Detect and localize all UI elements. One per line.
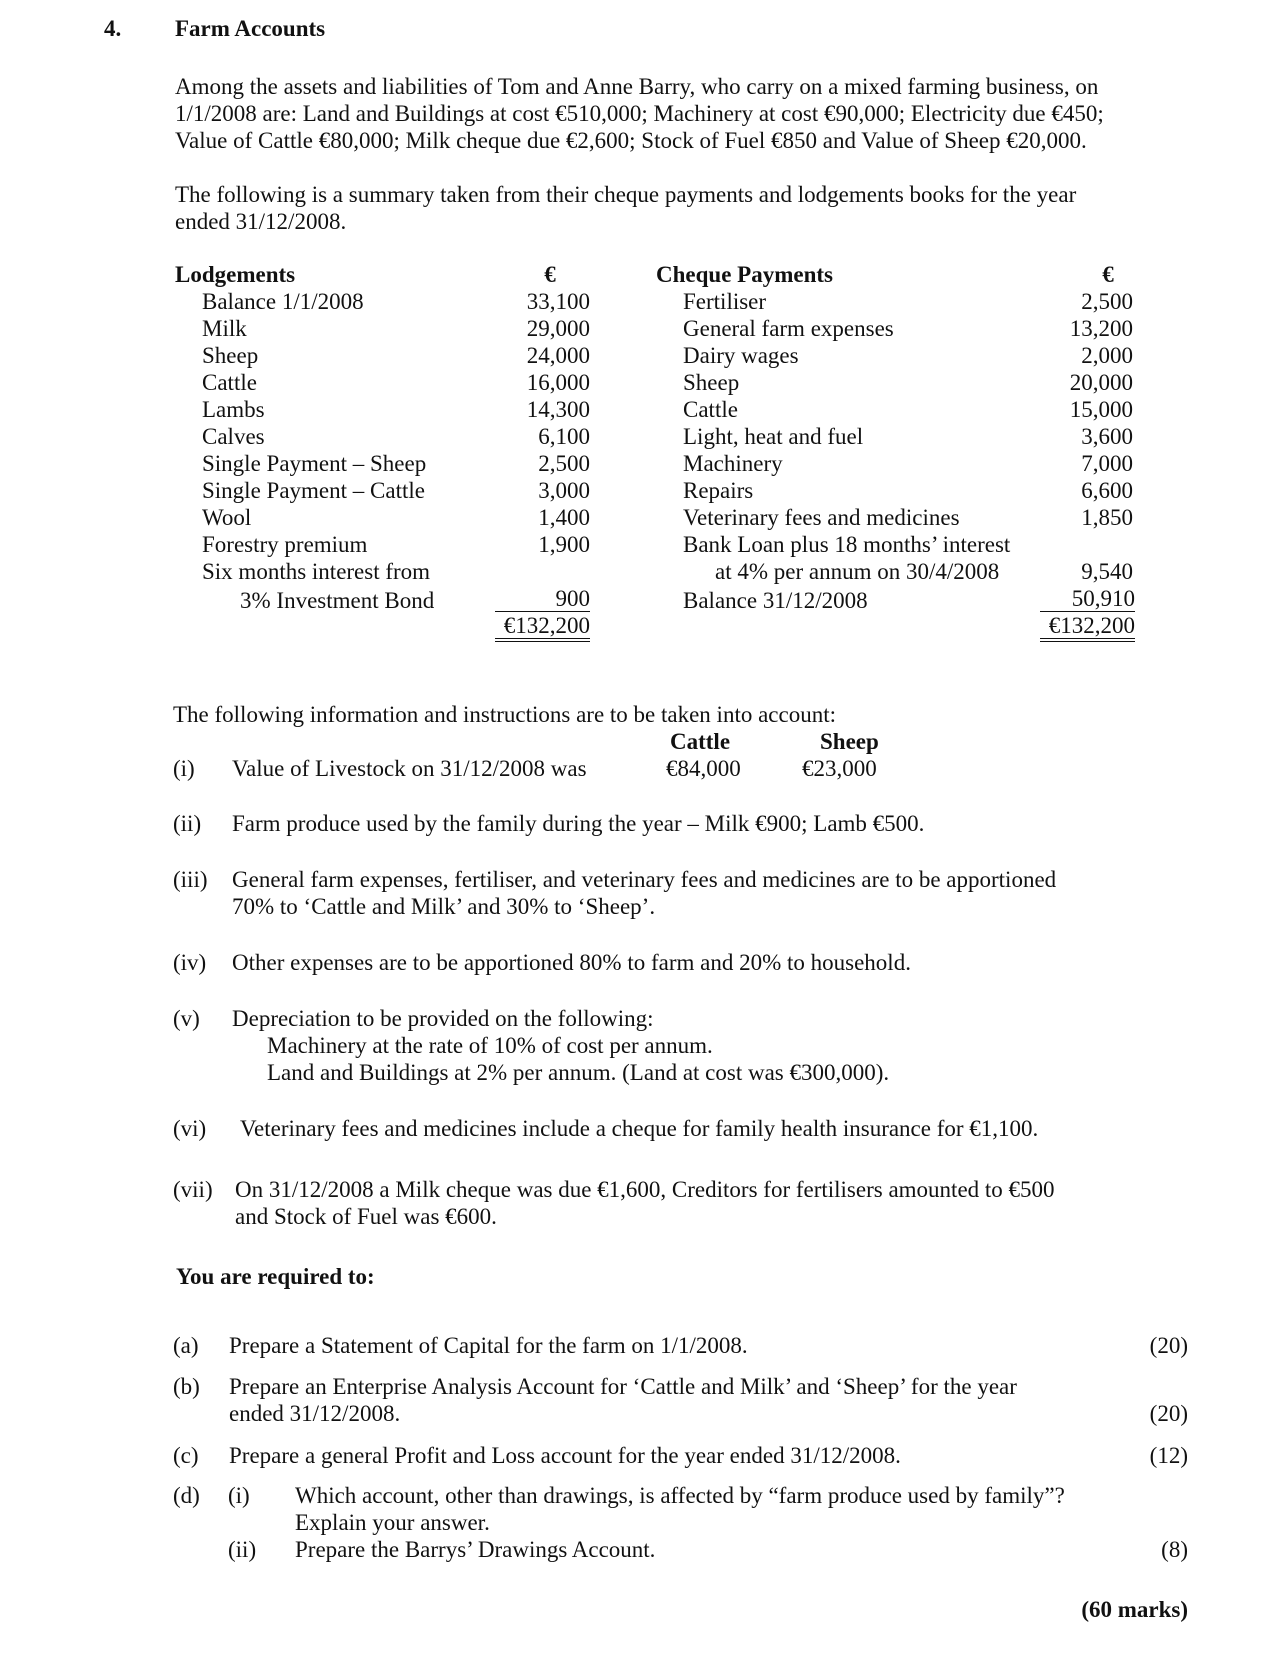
info-item-number: (ii) <box>173 811 202 836</box>
lodgement-label: Forestry premium <box>202 532 368 557</box>
lodgement-label: Single Payment – Cattle <box>202 478 425 503</box>
info-heading: The following information and instructions are to be taken into account: <box>173 702 836 727</box>
required-c-marks: (12) <box>1149 1443 1188 1468</box>
info-col-sheep: Sheep <box>820 729 879 754</box>
payment-label: Sheep <box>683 370 740 395</box>
lodgement-amount: 24,000 <box>526 343 590 368</box>
intro-line-3: Value of Cattle €80,000; Milk cheque due €2,600; Stock of Fuel €850 and Value of Sheep €20,000. <box>175 128 1087 153</box>
payment-label: Light, heat and fuel <box>683 424 864 449</box>
intro-line-4: The following is a summary taken from their cheque payments and lodgements books for the year <box>175 182 1077 207</box>
info-item-number: (v) <box>173 1006 200 1031</box>
lodgement-label: Lambs <box>202 397 265 422</box>
required-d-marks: (8) <box>1161 1537 1188 1562</box>
payment-balance-label: Balance 31/12/2008 <box>683 588 868 613</box>
info-item-text: 70% to ‘Cattle and Milk’ and 30% to ‘Sheep’. <box>232 894 656 919</box>
payments-total: €132,200 <box>1040 614 1135 642</box>
info-item-number: (i) <box>173 756 195 781</box>
required-d-label: (d) <box>173 1483 200 1508</box>
lodgement-interest-label-2: 3% Investment Bond <box>240 588 435 613</box>
payment-amount: 20,000 <box>1069 370 1133 395</box>
lodgement-interest-amount: 900 <box>495 587 590 612</box>
lodgement-label: Milk <box>202 316 247 341</box>
info-item-text: Farm produce used by the family during the year – Milk €900; Lamb €500. <box>232 811 925 836</box>
question-number: 4. <box>104 16 122 41</box>
lodgement-amount: 3,000 <box>538 478 590 503</box>
info-item-text: Other expenses are to be apportioned 80% to farm and 20% to household. <box>232 950 911 975</box>
lodgements-heading: Lodgements <box>175 262 296 287</box>
info-item-text: Machinery at the rate of 10% of cost per annum. <box>267 1033 713 1058</box>
info-item-text: Land and Buildings at 2% per annum. (Land at cost was €300,000). <box>267 1060 890 1085</box>
required-b-text-2: ended 31/12/2008. <box>229 1401 401 1426</box>
total-marks: (60 marks) <box>1081 1597 1188 1622</box>
info-livestock-cattle-value: €84,000 <box>666 756 741 781</box>
payment-amount: 13,200 <box>1069 316 1133 341</box>
info-item-number: (iii) <box>173 867 208 892</box>
required-a-label: (a) <box>173 1333 199 1358</box>
intro-line-2: 1/1/2008 are: Land and Buildings at cost €510,000; Machinery at cost €90,000; Electricity due €450; <box>175 101 1104 126</box>
required-d-i-text-2: Explain your answer. <box>295 1510 490 1535</box>
payment-label: Fertiliser <box>683 289 767 314</box>
info-item-text: General farm expenses, fertiliser, and veterinary fees and medicines are to be apportioned <box>232 867 1057 892</box>
lodgement-label: Calves <box>202 424 265 449</box>
required-a-text: Prepare a Statement of Capital for the farm on 1/1/2008. <box>229 1333 748 1358</box>
info-livestock-sheep-value: €23,000 <box>802 756 877 781</box>
payment-amount: 2,000 <box>1081 343 1133 368</box>
required-d-i-label: (i) <box>228 1483 250 1508</box>
required-d-i-text-1: Which account, other than drawings, is affected by “farm produce used by family”? <box>295 1483 1065 1508</box>
payment-label: Dairy wages <box>683 343 799 368</box>
lodgement-amount: 1,400 <box>538 505 590 530</box>
required-b-marks: (20) <box>1149 1401 1188 1426</box>
lodgement-amount: 29,000 <box>526 316 590 341</box>
required-c-text: Prepare a general Profit and Loss account for the year ended 31/12/2008. <box>229 1443 901 1468</box>
lodgement-amount: 16,000 <box>526 370 590 395</box>
info-item-text: Depreciation to be provided on the following: <box>232 1006 654 1031</box>
payment-loan-amount: 9,540 <box>1081 559 1133 584</box>
required-d-ii-label: (ii) <box>228 1537 257 1562</box>
payment-loan-label-2: at 4% per annum on 30/4/2008 <box>715 559 1000 584</box>
payments-heading: Cheque Payments <box>656 262 833 287</box>
info-item-number: (vi) <box>173 1116 207 1141</box>
lodgement-interest-label-1: Six months interest from <box>202 559 431 584</box>
payment-amount: 2,500 <box>1081 289 1133 314</box>
required-c-label: (c) <box>173 1443 199 1468</box>
lodgement-label: Sheep <box>202 343 259 368</box>
info-item-text: Value of Livestock on 31/12/2008 was <box>232 756 587 781</box>
info-item-text: On 31/12/2008 a Milk cheque was due €1,600, Creditors for fertilisers amounted to €500 <box>235 1177 1055 1202</box>
payment-amount: 3,600 <box>1081 424 1133 449</box>
required-a-marks: (20) <box>1149 1333 1188 1358</box>
lodgement-amount: 6,100 <box>538 424 590 449</box>
payment-amount: 6,600 <box>1081 478 1133 503</box>
payment-label: Machinery <box>683 451 783 476</box>
payment-amount: 1,850 <box>1081 505 1133 530</box>
lodgement-amount: 14,300 <box>526 397 590 422</box>
required-d-ii-text: Prepare the Barrys’ Drawings Account. <box>295 1537 656 1562</box>
required-heading: You are required to: <box>176 1264 375 1289</box>
info-item-number: (vii) <box>173 1177 213 1202</box>
info-col-cattle: Cattle <box>670 729 731 754</box>
payment-label: Veterinary fees and medicines <box>683 505 960 530</box>
lodgement-label: Balance 1/1/2008 <box>202 289 364 314</box>
intro-line-5: ended 31/12/2008. <box>175 209 347 234</box>
payment-label: Repairs <box>683 478 754 503</box>
payment-balance-amount: 50,910 <box>1040 587 1135 612</box>
question-title: Farm Accounts <box>175 16 326 41</box>
required-b-text-1: Prepare an Enterprise Analysis Account for ‘Cattle and Milk’ and ‘Sheep’ for the year <box>229 1374 1017 1399</box>
lodgement-amount: 33,100 <box>526 289 590 314</box>
lodgement-label: Cattle <box>202 370 257 395</box>
payment-label: General farm expenses <box>683 316 894 341</box>
payment-amount: 15,000 <box>1069 397 1133 422</box>
payment-label: Cattle <box>683 397 738 422</box>
payments-currency: € <box>1102 262 1114 287</box>
info-item-number: (iv) <box>173 950 207 975</box>
lodgements-total: €132,200 <box>495 614 590 642</box>
info-item-text: Veterinary fees and medicines include a cheque for family health insurance for €1,100. <box>240 1116 1039 1141</box>
required-b-label: (b) <box>173 1374 200 1399</box>
payment-amount: 7,000 <box>1081 451 1133 476</box>
lodgements-currency: € <box>544 262 556 287</box>
intro-line-1: Among the assets and liabilities of Tom and Anne Barry, who carry on a mixed farming business, on <box>175 74 1099 99</box>
lodgement-amount: 1,900 <box>538 532 590 557</box>
lodgement-amount: 2,500 <box>538 451 590 476</box>
lodgement-label: Single Payment – Sheep <box>202 451 427 476</box>
lodgement-label: Wool <box>202 505 252 530</box>
info-item-text: and Stock of Fuel was €600. <box>235 1204 497 1229</box>
payment-loan-label-1: Bank Loan plus 18 months’ interest <box>683 532 1011 557</box>
